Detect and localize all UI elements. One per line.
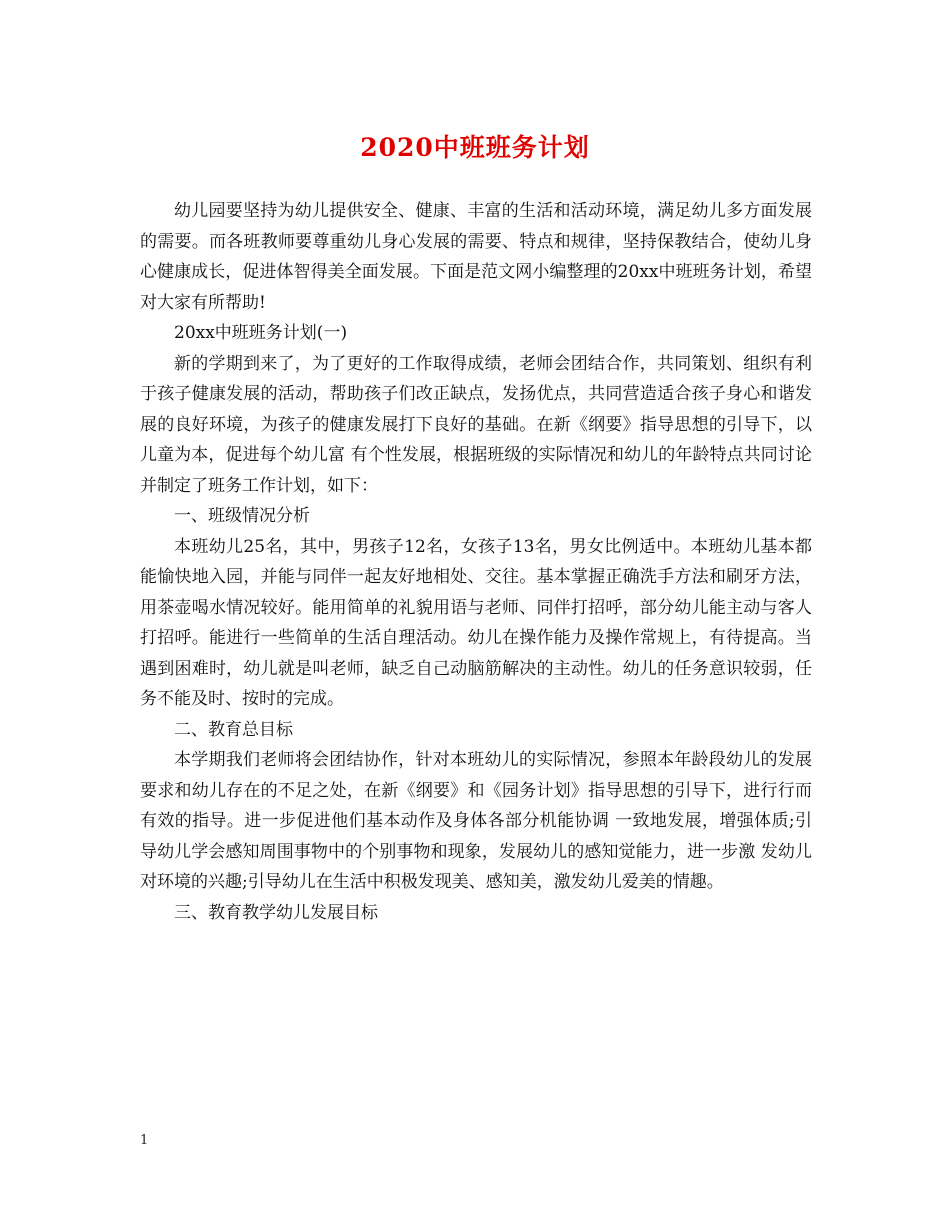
section2-heading: 二、教育总目标: [174, 719, 293, 740]
document-body: [140, 196, 812, 928]
intro-paragraph: 幼儿园要坚持为幼儿提供安全、健康、丰富的生活和活动环境，满足幼儿多方面发展的需要。而各班教师要尊重幼儿身心发展的需要、特点和规律，坚持保教结合，使幼儿身心健康成长，促进体智得美全面发展。下面是范文网小编整理的20xx中班班务计划，希望对大家有所帮助!: [140, 201, 812, 313]
section3-heading: 三、教育教学幼儿发展目标: [174, 902, 378, 923]
section1-paragraph: 本班幼儿25名，其中，男孩子12名，女孩子13名，男女比例适中。本班幼儿基本都能愉快地入园，并能与同伴一起友好地相处、交往。基本掌握正确洗手方法和刷牙方法，用茶壶喝水情况较好。能用简单的礼貌用语与老师、同伴打招呼，部分幼儿能主动与客人打招呼。能进行一些简单的生活自理活动。幼儿在操作能力及操作常规上，有待提高。当遇到困难时，幼儿就是叫老师，缺乏自己动脑筋解决的主动性。幼儿的任务意识较弱，任务不能及时、按时的完成。: [140, 536, 812, 709]
page-number: 1: [140, 1133, 149, 1148]
section1-heading: 一、班级情况分析: [174, 506, 310, 526]
section2-paragraph: 本学期我们老师将会团结协作，针对本班幼儿的实际情况，参照本年龄段幼儿的发展要求和幼儿存在的不足之处，在新《纲要》和《园务计划》指导思想的引导下，进行行而有效的指导。进一步促进他们基本动作及身体各部分机能协调 一致地发展，增强体质;引导幼儿学会感知周围事物中的个别事物和现象，发展幼儿的感知觉能力，进一步激 发幼儿对环境的兴趣;引导幼儿在生活中积极发现美、感知美，激发幼儿爱美的情趣。: [140, 750, 812, 892]
document-title: 2020中班班务计划: [360, 133, 590, 162]
plan-heading: 20xx中班班务计划(一): [174, 323, 348, 343]
plan-intro-paragraph: 新的学期到来了，为了更好的工作取得成绩，老师会团结合作，共同策划、组织有利于孩子健康发展的活动，帮助孩子们改正缺点，发扬优点，共同营造适合孩子身心和谐发展的良好环境，为孩子的健康发展打下良好的基础。在新《纲要》指导思想的引导下，以儿童为本，促进每个幼儿富 有个性发展，根据班级的实际情况和幼儿的年龄特点共同讨论并制定了班务工作计划，如下：: [140, 353, 812, 496]
